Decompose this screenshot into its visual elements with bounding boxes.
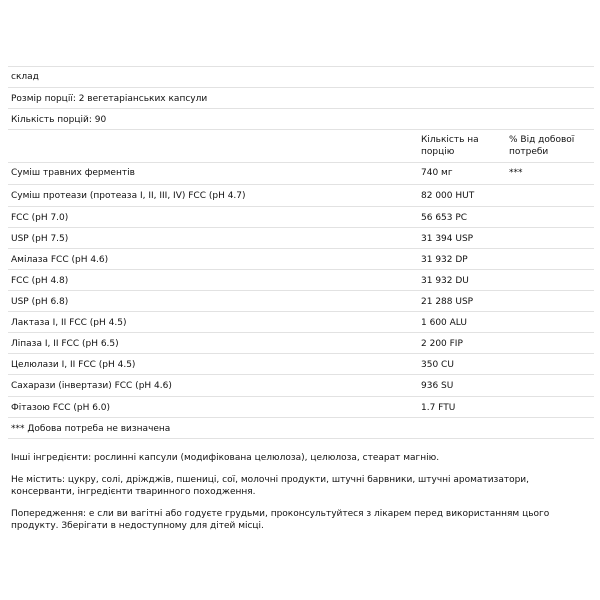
table-row <box>8 207 594 228</box>
title-row <box>8 66 594 88</box>
dv-header-line1: % Від добової <box>509 135 575 145</box>
ingredient-name: Фітазою FCC (pH 6.0) <box>11 403 111 413</box>
amount-header-line1: Кількість на <box>421 135 479 145</box>
ingredient-name: Лактаза I, II FCC (pH 4.5) <box>11 318 127 328</box>
ingredient-amount: 2 200 FIP <box>421 339 463 349</box>
does-not-contain <box>11 474 586 498</box>
table-row <box>8 291 594 312</box>
ingredient-amount: 31 394 USP <box>421 234 474 244</box>
panel-title: склад <box>11 72 39 82</box>
ingredient-name: USP (pH 7.5) <box>11 234 69 244</box>
ingredient-dv: *** <box>509 168 523 178</box>
table-row <box>8 354 594 375</box>
serving-size: Розмір порції: 2 вегетаріанських капсули <box>11 94 208 104</box>
serving-size-row <box>8 88 594 109</box>
ingredient-name: Суміш травних ферментів <box>11 168 135 178</box>
ingredient-name: USP (pH 6.8) <box>11 297 69 307</box>
ingredient-amount: 31 932 DP <box>421 255 468 265</box>
ingredient-amount: 1 600 ALU <box>421 318 467 328</box>
ingredient-amount: 740 мг <box>421 168 453 178</box>
daily-value-footnote: *** Добова потреба не визначена <box>11 424 171 434</box>
ingredient-amount: 31 932 DU <box>421 276 469 286</box>
table-row <box>8 185 594 207</box>
ingredient-amount: 350 CU <box>421 360 454 370</box>
footnote-row <box>8 418 594 439</box>
other-ingredients-text: Інші інгредієнти: рослинні капсули (модифікована целюлоза), целюлоза, стеарат магнію. <box>11 453 440 463</box>
ingredient-amount: 21 288 USP <box>421 297 474 307</box>
table-row <box>8 228 594 249</box>
table-row <box>8 375 594 397</box>
table-row <box>8 249 594 270</box>
ingredient-name: Ліпаза I, II FCC (pH 6.5) <box>11 339 119 349</box>
column-header-row <box>8 130 594 163</box>
table-row <box>8 312 594 333</box>
ingredient-name: Суміш протеази (протеаза I, II, III, IV) FCC (pH 4.7) <box>11 191 246 201</box>
ingredient-amount: 82 000 HUT <box>421 191 475 201</box>
amount-header-line2: порцію <box>421 147 455 157</box>
does-not-contain-text: Не містить: цукру, солі, дріжджів, пшениці, сої, молочні продукти, штучні барвники, штучні ароматизатори, консерванти, інгредієнти тваринного походження. <box>11 475 530 497</box>
table-row <box>8 163 594 185</box>
other-ingredients <box>11 452 586 464</box>
dv-header-line2: потреби <box>509 147 549 157</box>
supplement-facts-panel <box>8 66 594 439</box>
servings-row <box>8 109 594 130</box>
servings-per-container: Кількість порцій: 90 <box>11 115 107 125</box>
table-row <box>8 333 594 354</box>
ingredient-name: Сахарази (інвертази) FCC (pH 4.6) <box>11 381 172 391</box>
ingredient-name: Амілаза FCC (pH 4.6) <box>11 255 109 265</box>
warning-text: Попередження: е сли ви вагітні або годуєте грудьми, проконсультуйтеся з лікарем перед використанням цього продукту. Зберігати в недоступному для дітей місці. <box>11 509 550 531</box>
ingredient-amount: 1.7 FTU <box>421 403 456 413</box>
warning <box>11 508 586 532</box>
ingredient-name: Целюлази I, II FCC (pH 4.5) <box>11 360 136 370</box>
ingredient-amount: 936 SU <box>421 381 454 391</box>
table-row <box>8 270 594 291</box>
table-row <box>8 397 594 418</box>
ingredient-name: FCC (pH 4.8) <box>11 276 69 286</box>
ingredient-amount: 56 653 PC <box>421 213 468 223</box>
ingredient-name: FCC (pH 7.0) <box>11 213 69 223</box>
